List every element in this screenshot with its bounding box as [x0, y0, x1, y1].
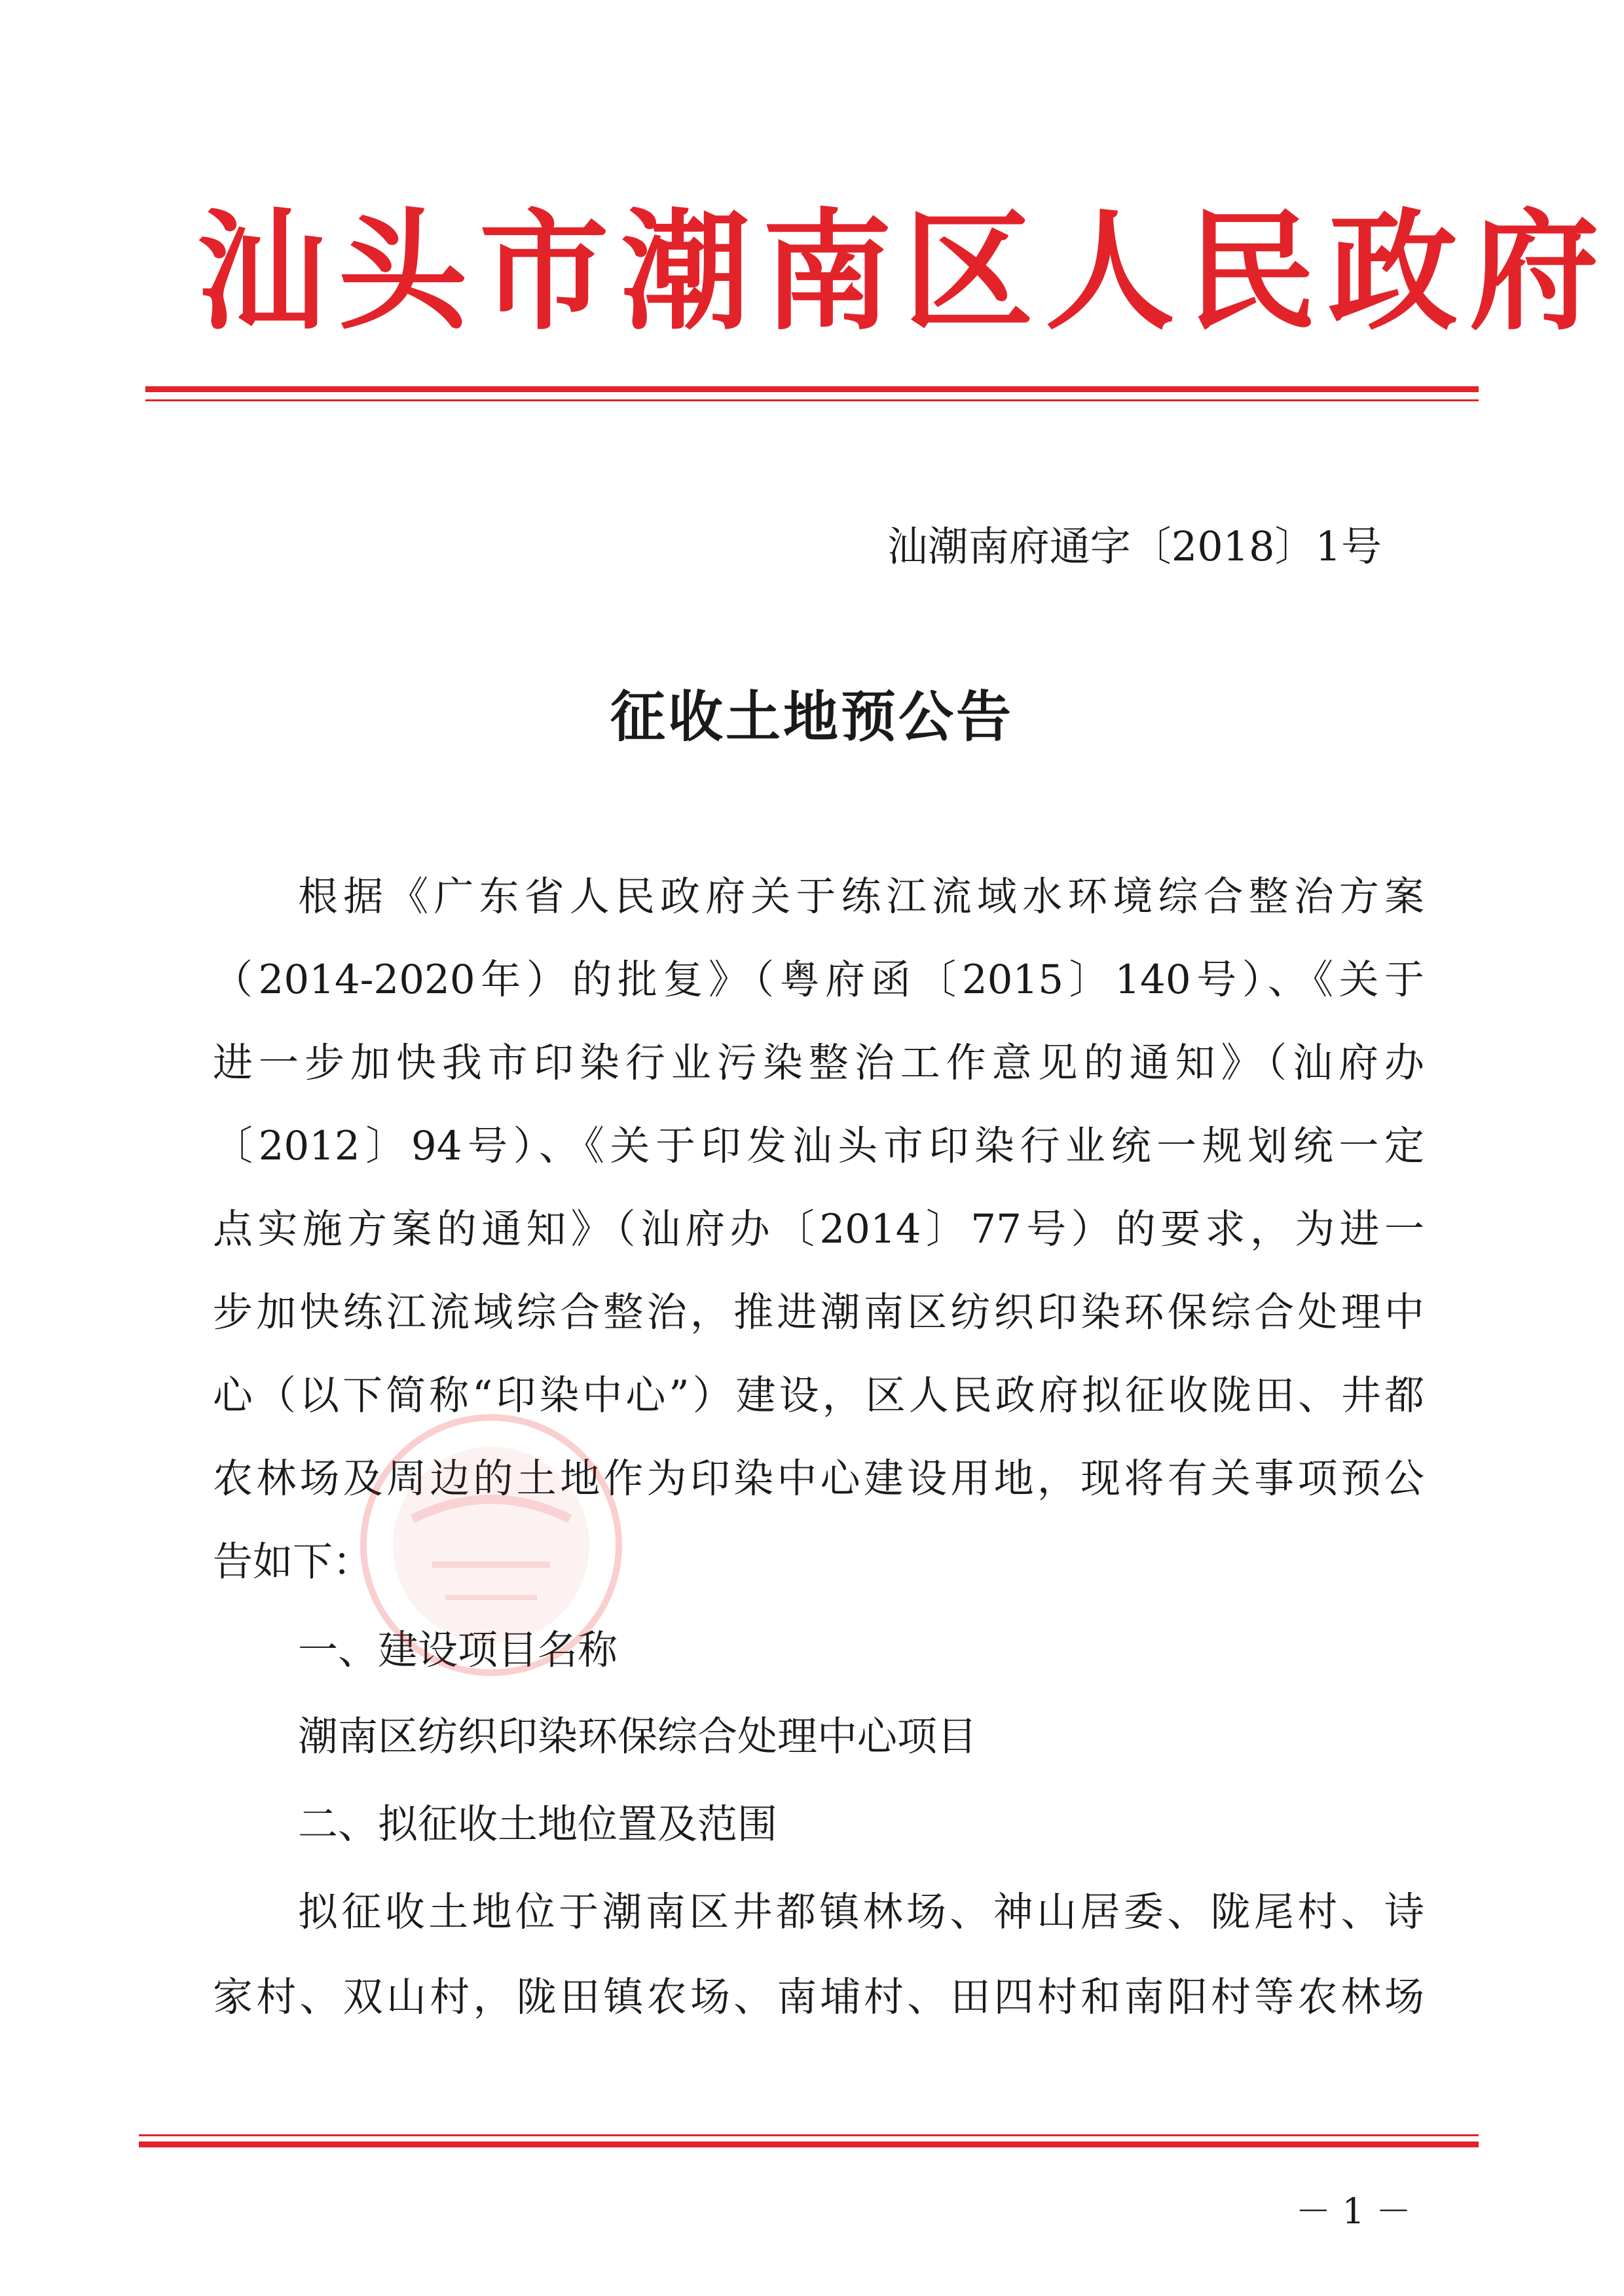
body-line: 潮南区纺织印染环保综合处理中心项目: [298, 1713, 978, 1760]
body-line: 进一步加快我市印染行业污染整治工作意见的通知》（汕府办: [213, 1040, 1424, 1086]
footer-rule-thick: [139, 2141, 1479, 2147]
footer-rule-thin: [139, 2134, 1479, 2136]
body-line: 〔2012〕94号）、《关于印发汕头市印染行业统一规划统一定: [213, 1123, 1424, 1169]
header-rule-thin: [145, 399, 1479, 401]
body-line: 步加快练江流域综合整治，推进潮南区纺织印染环保综合处理中: [213, 1289, 1424, 1336]
page-number: － 1 －: [1295, 2191, 1411, 2232]
document-number: 汕潮南府通字〔2018〕1号: [887, 522, 1382, 570]
document-title: 征收土地预公告: [610, 684, 1014, 749]
issuer-header: 汕头市潮南区人民政府: [196, 195, 1611, 348]
body-line: 拟征收土地位于潮南区井都镇林场、神山居委、陇尾村、诗: [298, 1889, 1424, 1935]
section-heading-1: 一、建设项目名称: [298, 1627, 618, 1673]
section-heading-2: 二、拟征收土地位置及范围: [298, 1801, 778, 1848]
body-line: 点实施方案的通知》（汕府办〔2014〕77号）的要求，为进一: [213, 1206, 1424, 1252]
official-seal-stamp: [354, 1408, 629, 1683]
body-line: 农林场及周边的土地作为印染中心建设用地，现将有关事项预公: [213, 1455, 1424, 1502]
body-line: （2014-2020年）的批复》（粤府函〔2015〕140号）、《关于: [213, 957, 1424, 1003]
header-rule-thick: [145, 386, 1479, 392]
body-line: 告如下：: [213, 1539, 373, 1585]
body-line: 根据《广东省人民政府关于练江流域水环境综合整治方案: [298, 873, 1424, 920]
body-line: 家村、双山村，陇田镇农场、南埔村、田四村和南阳村等农林场: [213, 1974, 1424, 2020]
body-line: 心（以下简称“印染中心”）建设，区人民政府拟征收陇田、井都: [213, 1372, 1424, 1419]
